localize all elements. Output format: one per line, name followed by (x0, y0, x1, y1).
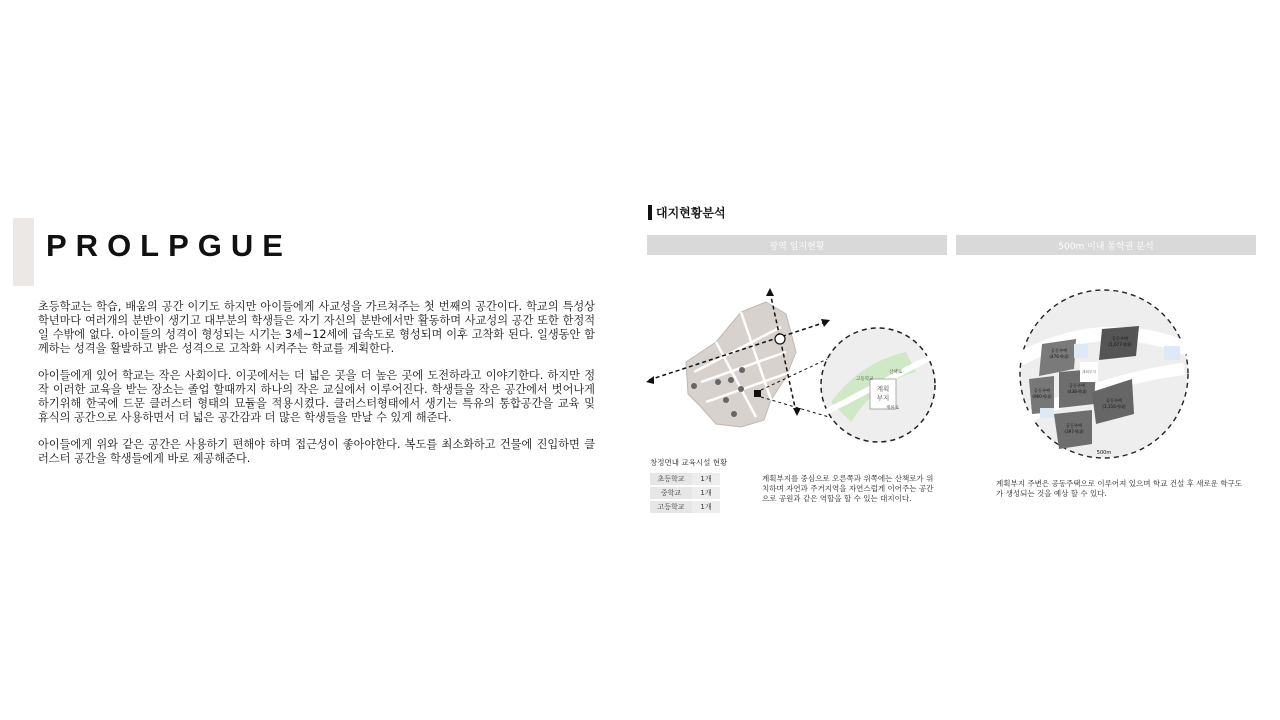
apt6-label: 공동주택 (1065, 423, 1083, 428)
prologue-text (38, 300, 595, 479)
map-ped-label: 계류로 (886, 406, 900, 411)
map-site-label-a: 계획 (876, 385, 890, 393)
paragraph-1: 초등학교는 학습, 배움의 공간 이기도 하지만 아이들에게 사교성을 가르쳐주는 첫 번째의 공간이다. 학교의 특성상 학년마다 여러개의 분반이 생기고 대부분의 학생들은 자기 자신의 분반에서만 활동하며 사교성의 공간 또한 한정적일 수밖에 없다. 아이들의 성격이 형성되는 시기는 3세~12세에 급속도로 형성되며 이후 고착화 된다. 일생동안 함께하는 성격을 활발하고 밝은 성격으로 고착화 시켜주는 학교를 계획한다. (38, 300, 595, 355)
tab-school-zone: 500m 이내 통학권 분석 (956, 235, 1256, 255)
apt4-label: 공동주택 (1068, 383, 1086, 388)
site-analysis-panel (646, 202, 1258, 522)
apt4-units: (438세대) (1067, 389, 1087, 394)
apt5-units: (1,116세대) (1102, 404, 1126, 409)
apt2-label: 공동주택 (1111, 336, 1129, 341)
regional-location-map (646, 282, 946, 462)
map-right-site: 계획부지 (1082, 370, 1096, 374)
table-row (650, 487, 720, 499)
facility-table (650, 471, 720, 515)
table-row (650, 501, 720, 513)
section-heading (648, 204, 726, 221)
title-accent-bar (13, 218, 34, 286)
table-cell-count: 1개 (692, 487, 720, 499)
apt3-label: 공동주택 (1033, 388, 1051, 393)
apt5-label: 공동주택 (1105, 398, 1123, 403)
radius-label: 500m (1096, 450, 1112, 456)
caption-regional: 계획부지를 중심으로 오른쪽과 위쪽에는 산책로가 위치하며 자연과 주거지역을 자연스럽게 이어주는 공간으로 공원과 같은 역할을 할 수 있는 대지이다. (762, 474, 934, 503)
apt1-label: 공동주택 (1050, 348, 1068, 353)
map-school-label: 고등학교 (856, 377, 874, 382)
table-row (650, 473, 720, 485)
apt6-units: (397세대) (1064, 429, 1084, 434)
table-cell-name: 초등학교 (650, 473, 692, 485)
apt2-units: (1,077세대) (1108, 342, 1132, 347)
map-trail-label: 산책로 (889, 370, 903, 375)
paragraph-3: 아이들에게 위와 같은 공간은 사용하기 편해야 하며 접근성이 좋아야한다. 복도를 최소화하고 건물에 진입하면 클러스터 공간을 학생들에게 바로 제공해준다. (38, 438, 595, 465)
table-cell-name: 중학교 (650, 487, 692, 499)
apt3-units: (960세대) (1032, 394, 1052, 399)
heading-marker (648, 205, 652, 220)
table-cell-count: 1개 (692, 501, 720, 513)
caption-school-zone: 계획부지 주변은 공동주택으로 이루어져 있으며 학교 건설 후 새로운 학구도가 생성되는 것을 예상 할 수 있다. (996, 479, 1243, 498)
table-cell-name: 고등학교 (650, 501, 692, 513)
paragraph-2: 아이들에게 있어 학교는 작은 사회이다. 이곳에서는 더 넓은 곳을 더 높은 곳에 도전하라고 이야기한다. 하지만 정작 이러한 교육을 받는 장소는 졸업 할때까지 하나의 작은 교실에서 이루어진다. 학생들을 작은 공간에서 벗어나게 하기위해 한국에 드문 클러스터 형태의 묘듈을 적용시켰다. 클러스터형태에서 생기는 특유의 통합공간을 교육 및 휴식의 공간으로 사용하면서 더 넓은 공간감과 더 많은 학생들을 만날 수 있게 해준다. (38, 369, 595, 424)
page-title: PROLPGUE (46, 228, 292, 263)
education-facility-table (650, 457, 727, 515)
tab-regional-location: 광역 입지현황 (647, 235, 947, 255)
school-zone-map (1014, 284, 1194, 464)
apt1-units: (476세대) (1049, 354, 1069, 359)
table-caption: 창정면내 교육시설 현황 (650, 458, 728, 467)
table-cell-count: 1개 (692, 473, 720, 485)
section-heading-text: 대지현황분석 (656, 206, 726, 220)
map-site-label-b: 부지 (876, 394, 890, 402)
